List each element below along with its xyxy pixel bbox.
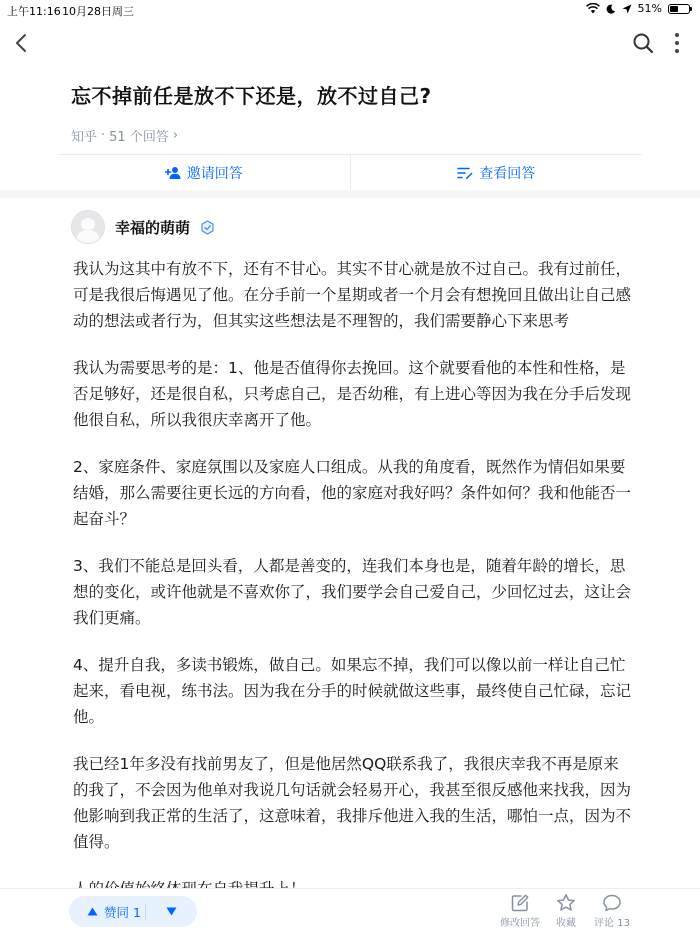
- search-icon: [632, 32, 654, 54]
- favorite-label: 收藏: [556, 918, 576, 929]
- favorite-button[interactable]: [543, 893, 589, 929]
- answer-paragraph: 2、家庭条件、家庭氛围以及家庭人口组成。从我的角度看，既然作为情侣如果要结婚，那么需要往更长远的方向看，他的家庭对我好吗？条件如何？我和他能否一起奋斗？: [73, 458, 632, 528]
- location-icon: [622, 4, 632, 14]
- invite-answer-button[interactable]: [58, 155, 350, 191]
- upvote-label: 赞同 1: [104, 904, 141, 920]
- add-user-icon: [165, 166, 181, 180]
- list-icon: [457, 166, 473, 180]
- comment-button[interactable]: [589, 893, 635, 929]
- question-title: 忘不掉前任是放不下还是，放不过自己?: [71, 84, 432, 108]
- status-bar: [0, 0, 700, 20]
- answer-paragraph: 3、我们不能总是回头看，人都是善变的，连我们本身也是，随着年龄的增长，思想的变化，或许他就是不喜欢你了，我们要学会自己爱自己，少回忆过去，这让会我们更痛。: [73, 557, 632, 627]
- view-answers-button[interactable]: [350, 155, 643, 191]
- bottom-action-bar: [0, 888, 700, 934]
- downvote-button[interactable]: [146, 896, 197, 927]
- upvote-button[interactable]: [69, 896, 145, 927]
- answers-count[interactable]: 51 个回答: [109, 130, 169, 145]
- verified-badge-icon: [200, 220, 215, 235]
- search-button[interactable]: [630, 30, 656, 56]
- edit-answer-button[interactable]: [497, 893, 543, 929]
- view-answers-label: 查看回答: [479, 166, 536, 182]
- avatar[interactable]: [71, 210, 105, 244]
- status-time: 上午11:16: [7, 5, 61, 18]
- battery-fill: [670, 6, 678, 12]
- battery-icon: [668, 4, 690, 14]
- question-actions: [58, 154, 642, 191]
- answer-paragraph: 我认为这其中有放不下，还有不甘心。其实不甘心就是放不过自己。我有过前任，可是我很后悔遇见了他。在分手前一个星期或者一个月会有想挽回且做出让自己感动的想法或者行为，但其实这些想法是不理智的，我们需要静心下来思考: [73, 260, 632, 330]
- source-label: 知乎: [71, 130, 98, 145]
- status-date: 10月28日周三: [62, 5, 134, 18]
- answer-paragraph: 我已经1年多没有找前男友了，但是他居然QQ联系我了，我很庆幸我不再是原来的我了，不会因为他单对我说几句话就会轻易开心，我甚至很反感他来找我，因为他影响到我正常的生活了，这意味着，我排斥他进入我的生活，哪怕一点，因为不值得。: [73, 755, 632, 851]
- wifi-icon: [586, 3, 600, 14]
- moon-icon: [606, 4, 616, 14]
- edit-answer-label: 修改回答: [500, 918, 540, 929]
- answer-author[interactable]: [71, 210, 215, 244]
- more-button[interactable]: [664, 30, 690, 56]
- question-meta[interactable]: [71, 126, 178, 145]
- answer-paragraph: 我认为需要思考的是：1、他是否值得你去挽回。这个就要看他的本性和性格，是否足够好，还是很自私，只考虑自己，是否幼稚，有上进心等因为我在分手后发现他很自私，所以我很庆幸离开了他。: [73, 359, 632, 429]
- author-name[interactable]: 幸福的萌萌: [115, 218, 191, 237]
- star-icon: [556, 893, 576, 913]
- downvote-triangle-icon: [166, 907, 177, 916]
- answer-content: [73, 256, 633, 923]
- back-arrow-icon: [14, 33, 28, 53]
- upvote-triangle-icon: [87, 907, 98, 916]
- more-icon: [674, 32, 680, 54]
- vote-group: [69, 896, 197, 927]
- section-divider: [0, 190, 700, 198]
- battery-percent: 51%: [637, 2, 662, 15]
- answer-paragraph: 4、提升自我，多读书锻炼，做自己。如果忘不掉，我们可以像以前一样让自己忙起来，看电视，练书法。因为我在分手的时候就做这些事，最终使自己忙碌，忘记他。: [73, 656, 632, 726]
- nav-bar: [0, 22, 700, 64]
- chevron-right-icon: ›: [172, 128, 179, 143]
- comment-label: 评论 13: [594, 918, 630, 929]
- status-indicators: [586, 2, 690, 15]
- back-button[interactable]: [8, 30, 34, 56]
- invite-answer-label: 邀请回答: [186, 166, 243, 182]
- edit-icon: [510, 893, 530, 913]
- meta-dot: ·: [101, 128, 106, 143]
- comment-icon: [602, 893, 622, 913]
